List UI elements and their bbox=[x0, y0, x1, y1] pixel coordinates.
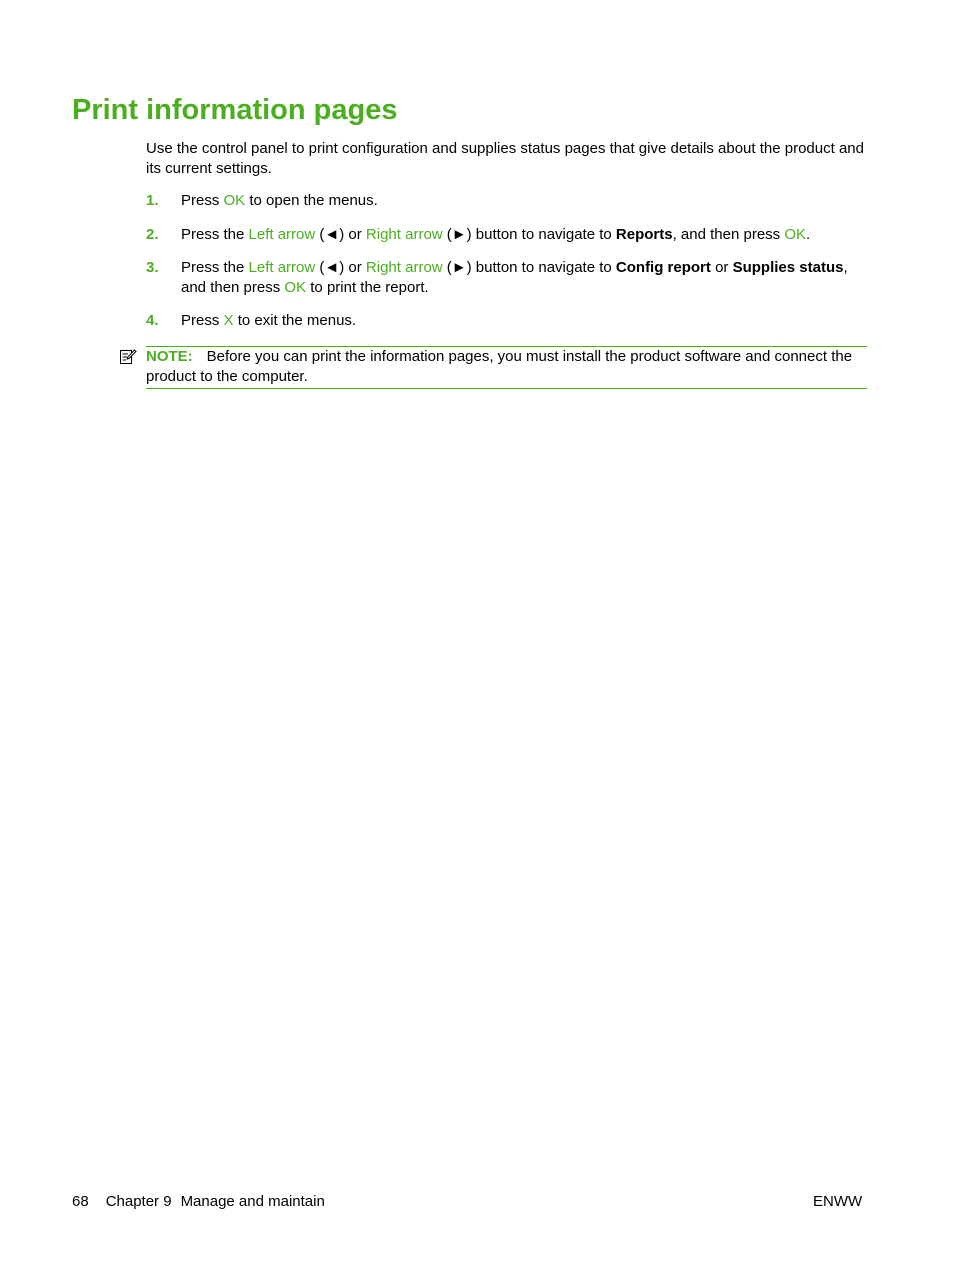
text-run: (◄) or bbox=[315, 226, 366, 243]
text-run: Press bbox=[181, 312, 224, 329]
ok-button-ref: OK bbox=[284, 279, 307, 296]
text-run: Press the bbox=[181, 259, 249, 276]
config-report-ref: Config report bbox=[615, 259, 711, 276]
reports-menu-ref: Reports bbox=[615, 226, 673, 243]
text-run: or bbox=[710, 259, 733, 276]
text-run: , and then press bbox=[672, 226, 785, 243]
step-text bbox=[181, 311, 870, 331]
text-run: (◄) or bbox=[315, 259, 366, 276]
footer-left bbox=[72, 1192, 325, 1212]
text-run: to open the menus. bbox=[245, 192, 378, 209]
supplies-status-ref: Supplies status bbox=[732, 259, 844, 276]
step-text bbox=[181, 225, 870, 245]
right-arrow-button-ref: Right arrow bbox=[365, 226, 443, 243]
page-number: 68 bbox=[72, 1193, 89, 1210]
text-run: to exit the menus. bbox=[233, 312, 357, 329]
text-run: Press the bbox=[181, 226, 249, 243]
note-text: Before you can print the information pages, you must install the product software and connect the product to the computer. bbox=[146, 348, 853, 385]
right-arrow-button-ref: Right arrow bbox=[365, 259, 443, 276]
step-number: 4. bbox=[146, 312, 159, 329]
step-number: 1. bbox=[146, 192, 159, 209]
note-pencil-icon bbox=[119, 348, 137, 366]
text-run: Press bbox=[181, 192, 224, 209]
step-number: 3. bbox=[146, 259, 159, 276]
page-title: Print information pages bbox=[72, 94, 398, 126]
text-run: (►) button to navigate to bbox=[442, 226, 616, 243]
chapter-label: Chapter 9 bbox=[105, 1193, 172, 1210]
left-arrow-button-ref: Left arrow bbox=[248, 259, 316, 276]
ok-button-ref: OK bbox=[223, 192, 246, 209]
text-run: , and then press bbox=[181, 259, 848, 296]
section-label: Manage and maintain bbox=[180, 1193, 325, 1210]
step-text bbox=[181, 258, 870, 298]
step-number: 2. bbox=[146, 226, 159, 243]
left-arrow-button-ref: Left arrow bbox=[248, 226, 316, 243]
text-run: (►) button to navigate to bbox=[442, 259, 616, 276]
note-label: NOTE: bbox=[146, 348, 193, 365]
intro-paragraph: Use the control panel to print configuration and supplies status pages that give details about the product and its current settings. bbox=[146, 140, 864, 177]
footer-locale: ENWW bbox=[813, 1193, 863, 1210]
text-run: to print the report. bbox=[306, 279, 429, 296]
ok-button-ref: OK bbox=[784, 226, 807, 243]
step-text bbox=[181, 191, 870, 211]
text-run: . bbox=[806, 226, 811, 243]
x-button-ref: X bbox=[223, 312, 234, 329]
note-box bbox=[146, 346, 867, 389]
